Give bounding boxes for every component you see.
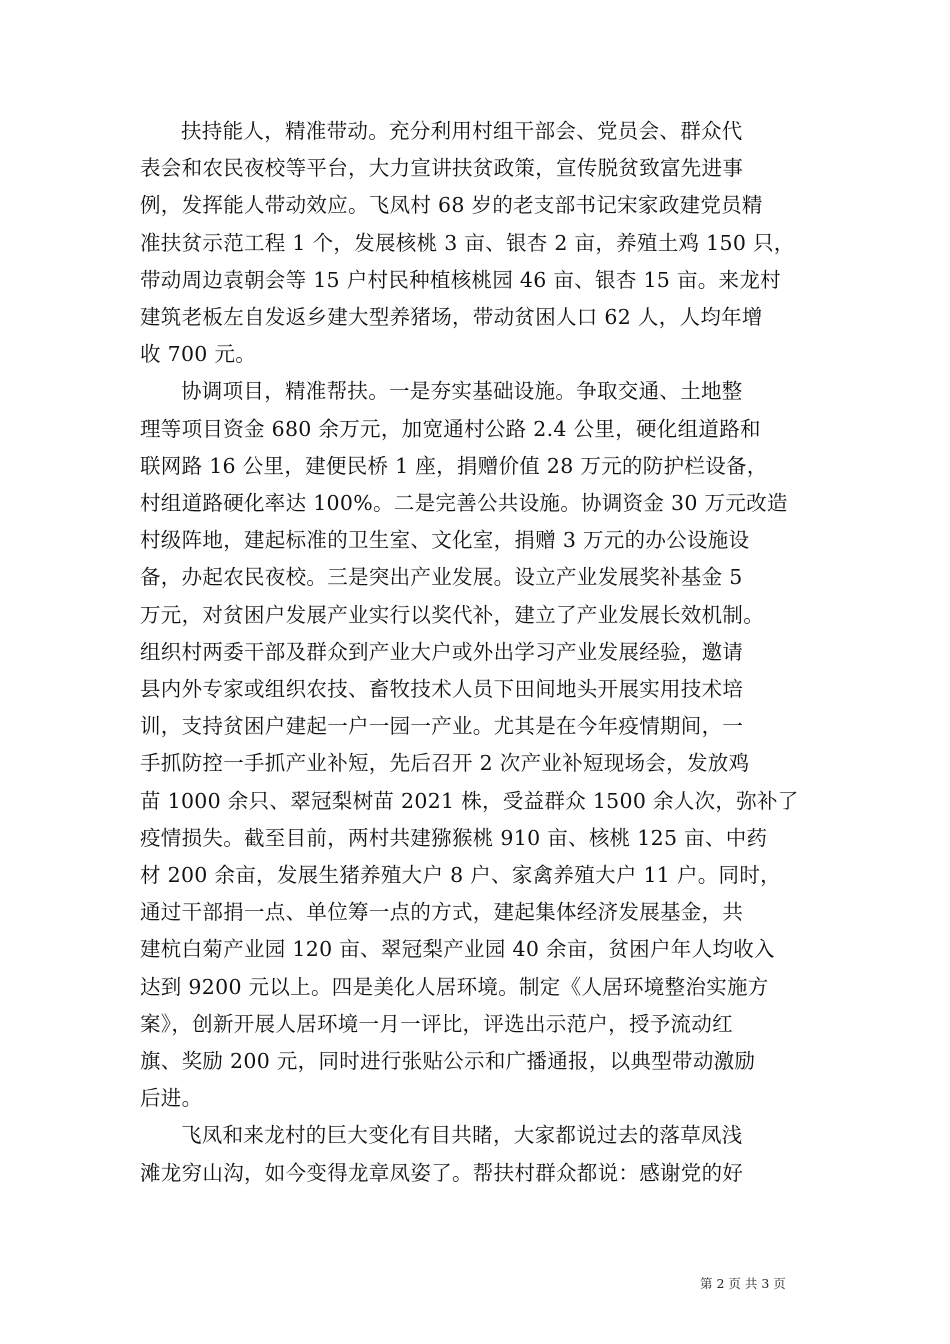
page-indicator: 第 2 页 共 3 页 (700, 1276, 786, 1291)
text-line: 村组道路硬化率达 100%。二是完善公共设施。协调资金 30 万元改造 (140, 491, 788, 516)
text-line: 手抓防控一手抓产业补短，先后召开 2 次产业补短现场会，发放鸡 (140, 751, 750, 776)
text-line: 材 200 余亩，发展生猪养殖大户 8 户、家禽养殖大户 11 户。同时， (140, 863, 781, 888)
text-line: 扶持能人，精准带动。充分利用村组干部会、党员会、群众代 (181, 119, 743, 143)
text-line: 理等项目资金 680 余万元，加宽通村公路 2.4 公里，硬化组道路和 (140, 416, 761, 441)
document-body (140, 113, 812, 1192)
text-line: 村级阵地，建起标准的卫生室、文化室，捐赠 3 万元的办公设施设 (140, 528, 750, 553)
text-line: 建杭白菊产业园 120 亩、翠冠梨产业园 40 余亩，贫困户年人均收入 (140, 937, 775, 962)
paragraph-1 (140, 113, 812, 373)
text-line: 训，支持贫困户建起一户一园一产业。尤其是在今年疫情期间，一 (140, 714, 744, 739)
text-line: 后进。 (140, 1086, 203, 1111)
paragraph-2 (140, 373, 812, 1117)
text-line: 旗、奖励 200 元，同时进行张贴公示和广播通报，以典型带动激励 (140, 1049, 756, 1074)
text-line: 收 700 元。 (140, 342, 257, 367)
text-line: 联网路 16 公里，建便民桥 1 座，捐赠价值 28 万元的防护栏设备， (140, 453, 768, 478)
text-line: 组织村两委干部及群众到产业大户或外出学习产业发展经验，邀请 (140, 639, 744, 664)
paragraph-3 (140, 1117, 812, 1191)
text-line: 万元，对贫困户发展产业实行以奖代补，建立了产业发展长效机制。 (140, 602, 764, 627)
text-line: 表会和农民夜校等平台，大力宣讲扶贫政策，宣传脱贫致富先进事 (140, 156, 744, 181)
text-line: 疫情损失。截至目前，两村共建猕猴桃 910 亩、核桃 125 亩、中药 (140, 825, 768, 850)
text-line: 协调项目，精准帮扶。一是夯实基础设施。争取交通、土地整 (181, 379, 743, 404)
text-line: 案》，创新开展人居环境一月一评比，评选出示范户，授予流动红 (140, 1011, 733, 1036)
text-line: 准扶贫示范工程 1 个，发展核桃 3 亩、银杏 2 亩，养殖土鸡 150 只， (140, 230, 795, 255)
text-line: 备，办起农民夜校。三是突出产业发展。设立产业发展奖补基金 5 (140, 565, 743, 590)
text-line: 建筑老板左自发返乡建大型养猪场，带动贫困人口 62 人，人均年增 (140, 305, 763, 330)
text-line: 通过干部捐一点、单位筹一点的方式，建起集体经济发展基金，共 (140, 900, 744, 925)
text-line: 达到 9200 元以上。四是美化人居环境。制定《人居环境整治实施方 (140, 974, 769, 999)
text-line: 滩龙穷山沟，如今变得龙章凤姿了。帮扶村群众都说：感谢党的好 (140, 1160, 744, 1185)
text-line: 飞凤和来龙村的巨大变化有目共睹，大家都说过去的落草凤浅 (181, 1123, 743, 1148)
text-line: 县内外专家或组织农技、畜牧技术人员下田间地头开展实用技术培 (140, 677, 744, 702)
text-line: 例，发挥能人带动效应。飞凤村 68 岁的老支部书记宋家政建党员精 (140, 193, 763, 218)
text-line: 苗 1000 余只、翠冠梨树苗 2021 株，受益群众 1500 余人次，弥补了 (140, 788, 799, 813)
text-line: 带动周边袁朝会等 15 户村民种植核桃园 46 亩、银杏 15 亩。来龙村 (140, 267, 781, 292)
